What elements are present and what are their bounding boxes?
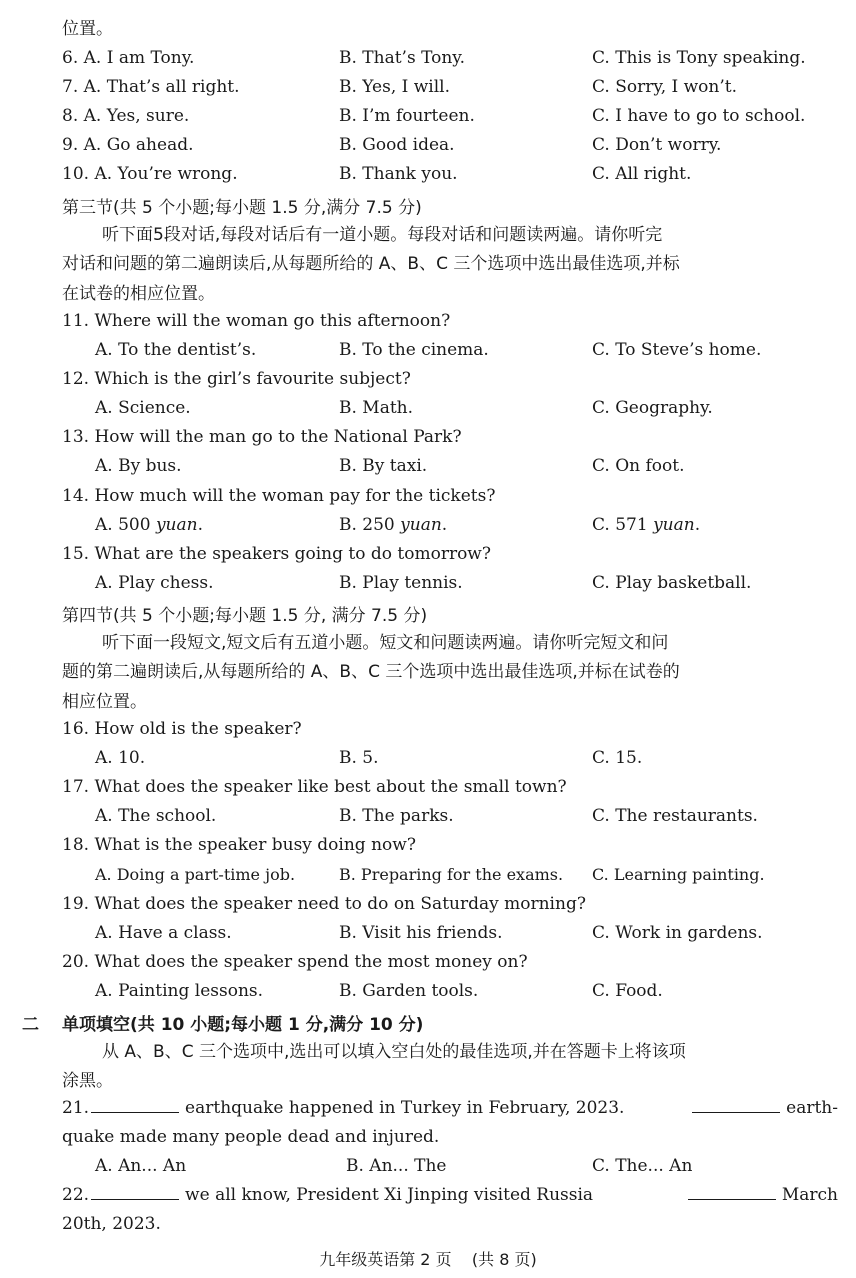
question-number: 22.: [62, 1185, 90, 1205]
question-21-line2: quake made many people dead and injured.: [62, 1127, 440, 1147]
answer-blank: [692, 1098, 780, 1113]
options-15: [0, 573, 856, 599]
question-20: 20. What does the speaker spend the most money on?: [62, 952, 528, 972]
option-b: B. The parks.: [339, 806, 454, 826]
option-c: C. Geography.: [592, 398, 713, 418]
option-c: C. Food.: [592, 981, 663, 1001]
options-17: [0, 806, 856, 832]
options-13: [0, 456, 856, 482]
question-22-text: we all know, President Xi Jinping visited Russia: [185, 1185, 594, 1205]
option-c: C. The... An: [592, 1156, 693, 1176]
question-22: [62, 1185, 838, 1205]
option-c: C. I have to go to school.: [592, 106, 806, 126]
question-19: 19. What does the speaker need to do on Saturday morning?: [62, 894, 586, 914]
currency-unit: yuan: [400, 515, 442, 535]
instruction-line: 在试卷的相应位置。: [62, 283, 215, 304]
question-22-tail: [686, 1185, 838, 1205]
question-22-lead: [62, 1185, 593, 1205]
question-13: 13. How will the man go to the National Park?: [62, 427, 462, 447]
options-19: [0, 923, 856, 949]
options-21: [0, 1156, 856, 1182]
section-4-instructions: [62, 629, 838, 717]
option-c: C. The restaurants.: [592, 806, 758, 826]
options-12: [0, 398, 856, 424]
option-a: 6. A. I am Tony.: [62, 48, 195, 68]
option-b: B. 5.: [339, 748, 379, 768]
option-c: C. This is Tony speaking.: [592, 48, 806, 68]
section-3-header: 第三节(共 5 个小题;每小题 1.5 分,满分 7.5 分): [62, 198, 422, 218]
question-number: 21.: [62, 1098, 90, 1118]
question-11: 11. Where will the woman go this afternoon?: [62, 311, 451, 331]
option-a: A. Doing a part-time job.: [95, 865, 296, 884]
option-c: C. On foot.: [592, 456, 685, 476]
part-number: 二: [22, 1015, 39, 1035]
part-2-instructions: [62, 1038, 838, 1097]
answer-blank: [91, 1098, 179, 1113]
option-b: B. An... The: [346, 1156, 447, 1176]
option-b: B. Good idea.: [339, 135, 455, 155]
question-21-lead: [62, 1098, 624, 1118]
question-21-end: earth-: [786, 1098, 838, 1118]
options-18: [0, 865, 856, 891]
currency-unit: yuan: [155, 515, 198, 535]
question-16: 16. How old is the speaker?: [62, 719, 302, 739]
option-b: B. I’m fourteen.: [339, 106, 475, 126]
option-a: A. 500 yuan.: [95, 515, 203, 535]
question-15: 15. What are the speakers going to do tomorrow?: [62, 544, 491, 564]
question-14: 14. How much will the woman pay for the tickets?: [62, 486, 496, 506]
option-b: B. To the cinema.: [339, 340, 489, 360]
option-a: A. To the dentist’s.: [95, 340, 257, 360]
option-c: C. To Steve’s home.: [592, 340, 762, 360]
question-18: 18. What is the speaker busy doing now?: [62, 835, 416, 855]
option-b: B. Thank you.: [339, 164, 458, 184]
instruction-line: 对话和问题的第二遍朗读后,从每题所给的 A、B、C 三个选项中选出最佳选项,并标: [62, 254, 680, 275]
instruction-line: 题的第二遍朗读后,从每题所给的 A、B、C 三个选项中选出最佳选项,并标在试卷的: [62, 662, 680, 683]
list-item: [0, 135, 856, 161]
option-a: 10. A. You’re wrong.: [62, 164, 238, 184]
page-footer: 九年级英语第 2 页 (共 8 页): [319, 1250, 537, 1269]
option-b: B. 250 yuan.: [339, 515, 448, 535]
option-a: 7. A. That’s all right.: [62, 77, 240, 97]
carryover-text: 位置。: [62, 19, 113, 39]
option-c: C. Play basketball.: [592, 573, 752, 593]
options-11: [0, 340, 856, 366]
option-a: A. The school.: [95, 806, 217, 826]
list-item: [0, 164, 856, 190]
question-21: [62, 1098, 838, 1118]
option-a: A. Science.: [95, 398, 191, 418]
option-a: A. 10.: [95, 748, 146, 768]
options-14: [0, 515, 856, 541]
question-17: 17. What does the speaker like best about the small town?: [62, 777, 567, 797]
option-a: 9. A. Go ahead.: [62, 135, 194, 155]
option-b: B. By taxi.: [339, 456, 428, 476]
question-22-line2: 20th, 2023.: [62, 1214, 161, 1234]
option-b: B. Math.: [339, 398, 414, 418]
list-item: [0, 77, 856, 103]
currency-unit: yuan: [653, 515, 695, 535]
options-16: [0, 748, 856, 774]
option-b: B. Visit his friends.: [339, 923, 503, 943]
instruction-line: 相应位置。: [62, 691, 147, 712]
option-b: B. Play tennis.: [339, 573, 463, 593]
answer-blank: [91, 1185, 179, 1200]
option-a: 8. A. Yes, sure.: [62, 106, 190, 126]
instruction-line: 从 A、B、C 三个选项中,选出可以填入空白处的最佳选项,并在答题卡上将该项: [102, 1042, 686, 1062]
option-c: C. Sorry, I won’t.: [592, 77, 737, 97]
option-c: C. 571 yuan.: [592, 515, 701, 535]
options-20: [0, 981, 856, 1007]
option-a: A. By bus.: [95, 456, 182, 476]
answer-blank: [688, 1185, 776, 1200]
instruction-line: 涂黑。: [62, 1071, 113, 1092]
option-b: B. Preparing for the exams.: [339, 865, 564, 884]
option-b: B. That’s Tony.: [339, 48, 466, 68]
list-item: [0, 106, 856, 132]
question-22-end: March: [781, 1185, 838, 1205]
section-3-instructions: [62, 221, 838, 309]
option-c: C. All right.: [592, 164, 692, 184]
list-item: [0, 48, 856, 74]
option-a: A. Painting lessons.: [95, 981, 264, 1001]
option-c: C. Don’t worry.: [592, 135, 722, 155]
instruction-line: 听下面一段短文,短文后有五道小题。短文和问题读两遍。请你听完短文和问: [102, 633, 669, 653]
question-12: 12. Which is the girl’s favourite subject?: [62, 369, 411, 389]
option-a: A. An... An: [95, 1156, 187, 1176]
option-a: A. Have a class.: [95, 923, 232, 943]
option-c: C. 15.: [592, 748, 643, 768]
option-b: B. Garden tools.: [339, 981, 479, 1001]
question-21-text: earthquake happened in Turkey in February, 2023.: [185, 1098, 625, 1118]
option-a: A. Play chess.: [95, 573, 214, 593]
option-b: B. Yes, I will.: [339, 77, 451, 97]
instruction-line: 听下面5段对话,每段对话后有一道小题。每段对话和问题读两遍。请你听完: [102, 225, 663, 245]
option-c: C. Work in gardens.: [592, 923, 763, 943]
question-21-tail: [690, 1098, 838, 1118]
section-4-header: 第四节(共 5 个小题;每小题 1.5 分, 满分 7.5 分): [62, 606, 428, 626]
option-c: C. Learning painting.: [592, 865, 765, 884]
part-2-title: 单项填空(共 10 小题;每小题 1 分,满分 10 分): [62, 1015, 424, 1035]
